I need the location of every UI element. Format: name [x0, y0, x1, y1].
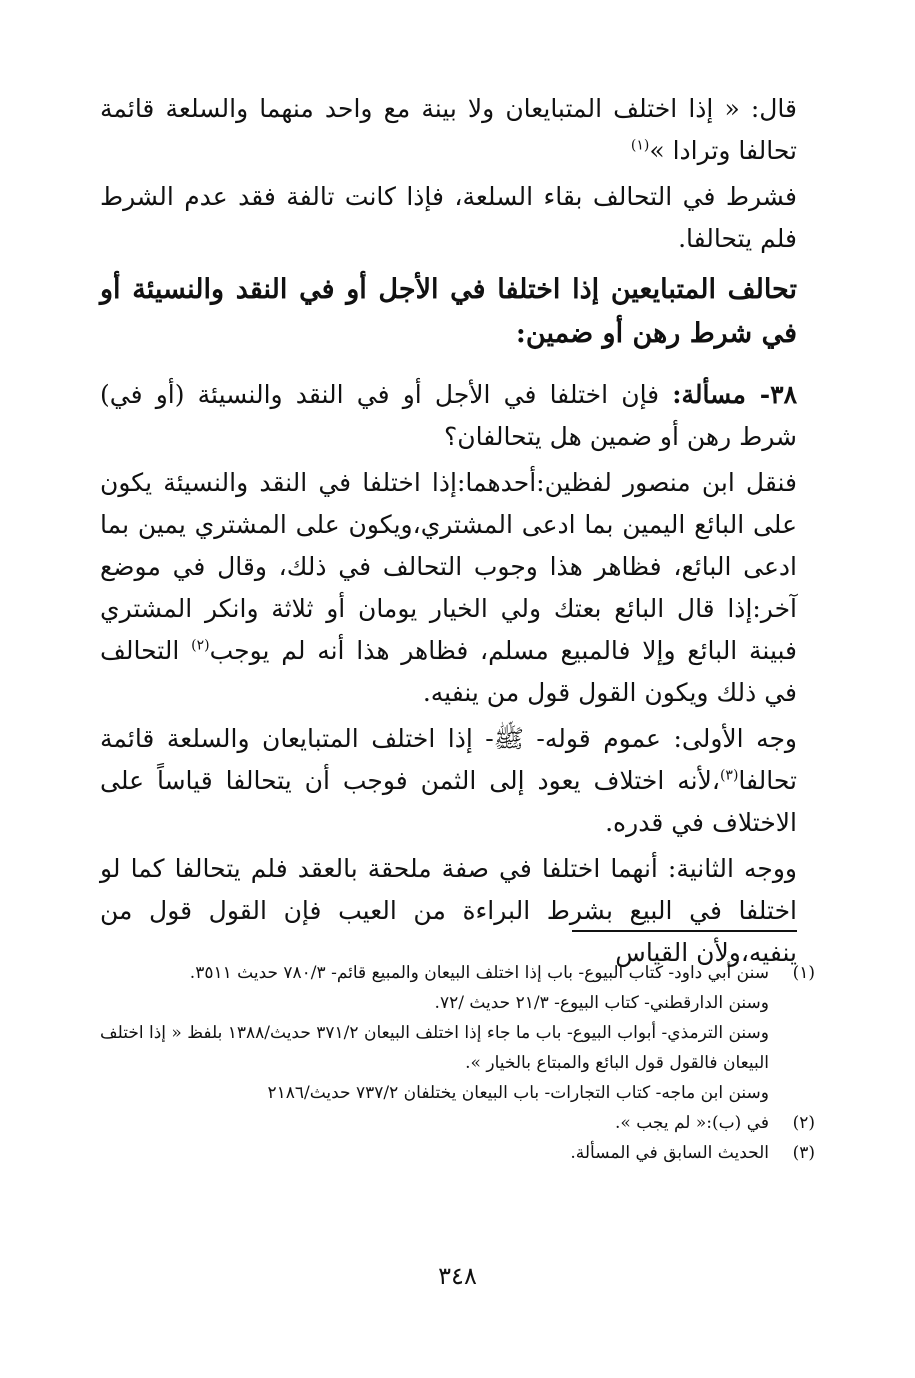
issue-text: فإن اختلفا في الأجل أو في النقد والنسيئة (أو في) شرط رهن أو ضمين هل يتحالفان؟ [100, 380, 797, 451]
footnotes [100, 958, 815, 1168]
paragraph-6-text: ووجه الثانية: أنهما اختلفا في صفة ملحقة بالعقد فلم يتحالفا كما لو اختلفا في البيع بشرط البراءة من العيب فإن القول قول من ينفيه،ولأن القياس [100, 854, 797, 967]
footnote-3-number: (٣) [792, 1143, 815, 1163]
page-number: ٣٤٨ [438, 1262, 477, 1290]
footnote-1-line-2: وسنن الدارقطني- كتاب البيوع- ٢١/٣ حديث /٧٢. [434, 993, 769, 1013]
paragraph-5-text-b: ،لأنه اختلاف يعود إلى الثمن فوجب أن يتحالفا قياساً على الاختلاف في قدره. [100, 766, 797, 837]
issue-number: ٣٨- مسألة: [672, 380, 798, 409]
main-text [100, 88, 797, 978]
paragraph-1-text: قال: « إذا اختلف المتبايعان ولا بينة مع واحد منهما والسلعة قائمة تحالفا وترادا » [100, 94, 797, 165]
issue-paragraph [100, 374, 797, 458]
footnote-ref-1[interactable]: (١) [630, 137, 650, 154]
paragraph-4 [100, 462, 797, 714]
footnote-2 [100, 1108, 815, 1138]
footnote-2-number: (٢) [792, 1113, 815, 1133]
footnote-1-number: (١) [792, 963, 815, 983]
footnote-3-text: الحديث السابق في المسألة. [570, 1143, 769, 1163]
paragraph-4-text-a: فنقل ابن منصور لفظين:أحدهما:إذا اختلفا في النقد والنسيئة يكون على البائع اليمين بما ادعى المشتري،ويكون على المشتري يمين بما ادعى البائع، فظاهر هذا وجوب التحالف في ذلك، وقال في موضع آخر:إذا قال البائع بعتك ولي الخيار يومان أو ثلاثة وانكر المشتري فبينة البائع وإلا فالمبيع مسلم، فظاهر هذا أنه لم يوجب [100, 468, 798, 665]
footnote-ref-3[interactable]: (٣) [719, 767, 739, 784]
section-heading: تحالف المتبايعين إذا اختلفا في الأجل أو في النقد والنسيئة أو في شرط رهن أو ضمين: [100, 274, 797, 349]
paragraph-5 [100, 718, 797, 844]
footnote-ref-2[interactable]: (٢) [191, 637, 210, 654]
footnote-1-line-4: وسنن ابن ماجه- كتاب التجارات- باب البيعان يختلفان ٧٣٧/٢ حديث/٢١٨٦ [267, 1083, 769, 1103]
paragraph-2 [100, 176, 797, 260]
paragraph-5-text-a: وجه الأولى: عموم قوله- ﷺ- إذا اختلف المتبايعان والسلعة قائمة تحالفا [100, 724, 797, 795]
footnote-1-line-3: وسنن الترمذي- أبواب البيوع- باب ما جاء إذا اختلف البيعان ٣٧١/٢ حديث/١٣٨٨ بلفظ « إذا اختلف البيعان فالقول قول البائع والمبتاع بالخيار ». [100, 1023, 769, 1073]
footnote-separator [572, 930, 797, 932]
footnote-3 [100, 1138, 815, 1168]
footnote-1 [100, 958, 815, 988]
paragraph-6 [100, 848, 797, 974]
paragraph-1 [100, 88, 797, 172]
footnote-1-line-1: سنن أبي داود- كتاب البيوع- باب إذا اختلف البيعان والمبيع قائم- ٧٨٠/٣ حديث ٣٥١١. [189, 963, 769, 983]
paragraph-2-text: فشرط في التحالف بقاء السلعة، فإذا كانت تالفة فقد عدم الشرط فلم يتحالفا. [100, 182, 797, 253]
paragraph-4-text-b: التحالف في ذلك ويكون القول قول من ينفيه. [100, 636, 797, 707]
footnote-2-text: في (ب):« لم يجب ». [614, 1113, 769, 1133]
